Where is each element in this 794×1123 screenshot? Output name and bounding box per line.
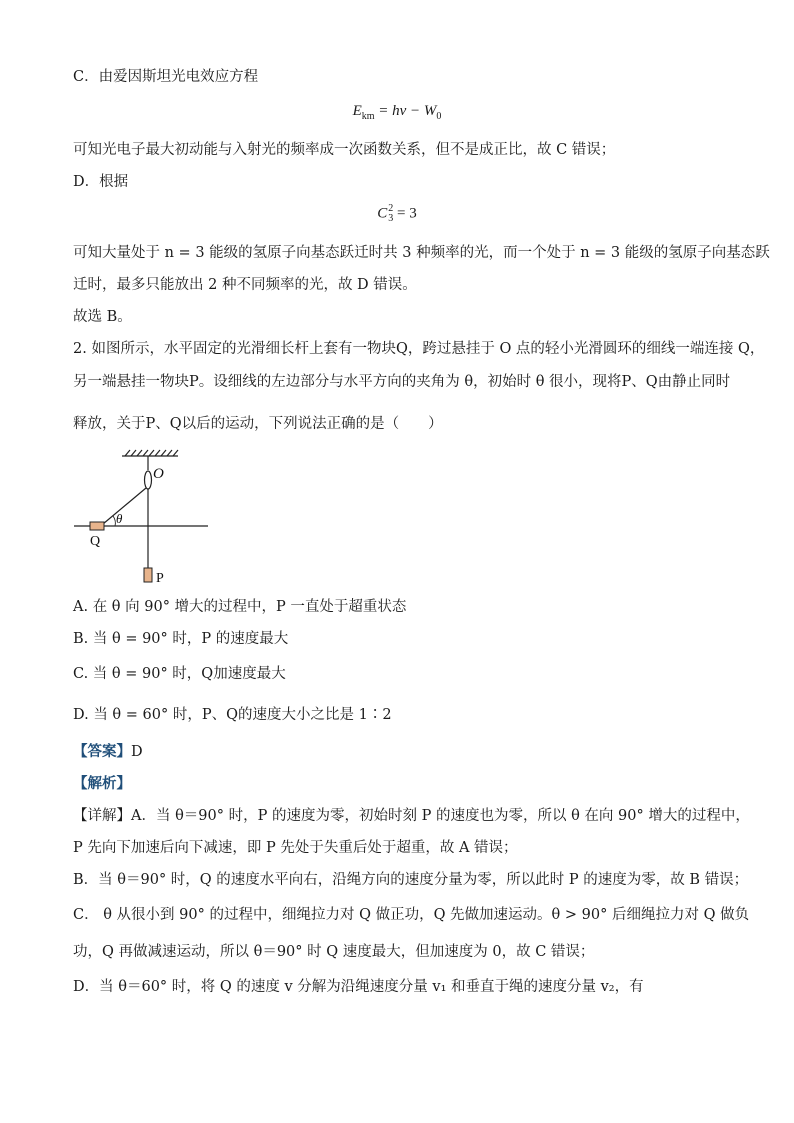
solution-c-conclusion: 可知光电子最大初动能与入射光的频率成一次函数关系，但不是成正比，故 C 错误； [73, 142, 616, 158]
detail-b-line-1: B．当 θ＝90° 时，Q 的速度水平向右，沿绳方向的速度分量为零，所以此时 P 的速度为零，故 B 错误； [73, 872, 749, 888]
equation-combination [0, 204, 794, 224]
answer-line [73, 742, 143, 762]
answer-label: 【答案】 [73, 743, 131, 760]
analysis-label: 【解析】 [73, 775, 131, 792]
pulley-ring [145, 471, 152, 489]
detail-a-line-2: P 先向下加速后向下减速，即 P 先处于失重后处于超重，故 A 错误； [73, 840, 518, 856]
angle-arc [113, 516, 115, 526]
eq1-lhs-sub: km [361, 111, 375, 122]
solution-d-conclusion-2: 迁时，最多只能放出 2 种不同频率的光，故 D 错误。 [73, 277, 417, 293]
question-line-1: 2. 如图所示，水平固定的光滑细长杆上套有一物块Q，跨过悬挂于 O 点的轻小光滑圆环的细线一端连接 Q， [73, 341, 765, 357]
solution-d-intro: D．根据 [73, 174, 129, 190]
physics-diagram [70, 448, 220, 588]
solution-d-conclusion-1: 可知大量处于 n = 3 能级的氢原子向基态跃迁时共 3 种频率的光，而一个处于 n = 3 能级的氢原子向基态跃 [73, 245, 770, 261]
string-to-q [103, 488, 146, 524]
solution-choice: 故选 B。 [73, 309, 132, 325]
equation-photoelectric [0, 103, 794, 122]
eq2-rhs: = 3 [393, 205, 417, 222]
eq1-rhs-sub: 0 [436, 111, 442, 122]
label-o: O [153, 466, 164, 482]
solution-c-intro: C．由爱因斯坦光电效应方程 [73, 69, 259, 85]
eq2-sub: 3 [388, 213, 394, 224]
label-theta: θ [116, 511, 123, 526]
option-c: C. 当 θ = 90° 时，Q加速度最大 [73, 666, 286, 682]
detail-c-line-2: 功，Q 再做减速运动，所以 θ＝90° 时 Q 速度最大，但加速度为 0，故 C 错误； [73, 944, 595, 960]
label-p: P [156, 571, 164, 586]
eq1-lhs: E [352, 103, 362, 119]
ceiling [122, 450, 178, 456]
answer-value: D [131, 744, 143, 760]
option-a: A. 在 θ 向 90° 增大的过程中，P 一直处于超重状态 [73, 599, 407, 615]
detail-d-line-1: D．当 θ＝60° 时，将 Q 的速度 v 分解为沿绳速度分量 v₁ 和垂直于绳的速度分量 v₂，有 [73, 979, 644, 995]
block-q [90, 522, 104, 530]
question-line-2: 另一端悬挂一物块P。设细线的左边部分与水平方向的夹角为 θ，初始时 θ 很小，现将P、Q由静止同时 [73, 374, 731, 390]
block-p [144, 568, 152, 582]
detail-c-line-1: C． θ 从很小到 90° 的过程中，细绳拉力对 Q 做正功，Q 先做加速运动。θ > 90° 后细绳拉力对 Q 做负 [73, 907, 750, 923]
detail-a-line-1: 【详解】A．当 θ＝90° 时，P 的速度为零，初始时刻 P 的速度也为零，所以 θ 在向 90° 增大的过程中， [73, 808, 750, 824]
eq2-sup: 2 [388, 203, 394, 214]
eq1-rhs: = hν − W [374, 103, 437, 119]
option-d: D. 当 θ = 60° 时，P、Q的速度大小之比是 1∶2 [73, 707, 392, 723]
question-line-3: 释放，关于P、Q以后的运动，下列说法正确的是（ ） [73, 416, 443, 432]
option-b: B. 当 θ = 90° 时，P 的速度最大 [73, 631, 289, 647]
eq2-base: C [377, 205, 388, 222]
label-q: Q [90, 534, 101, 549]
